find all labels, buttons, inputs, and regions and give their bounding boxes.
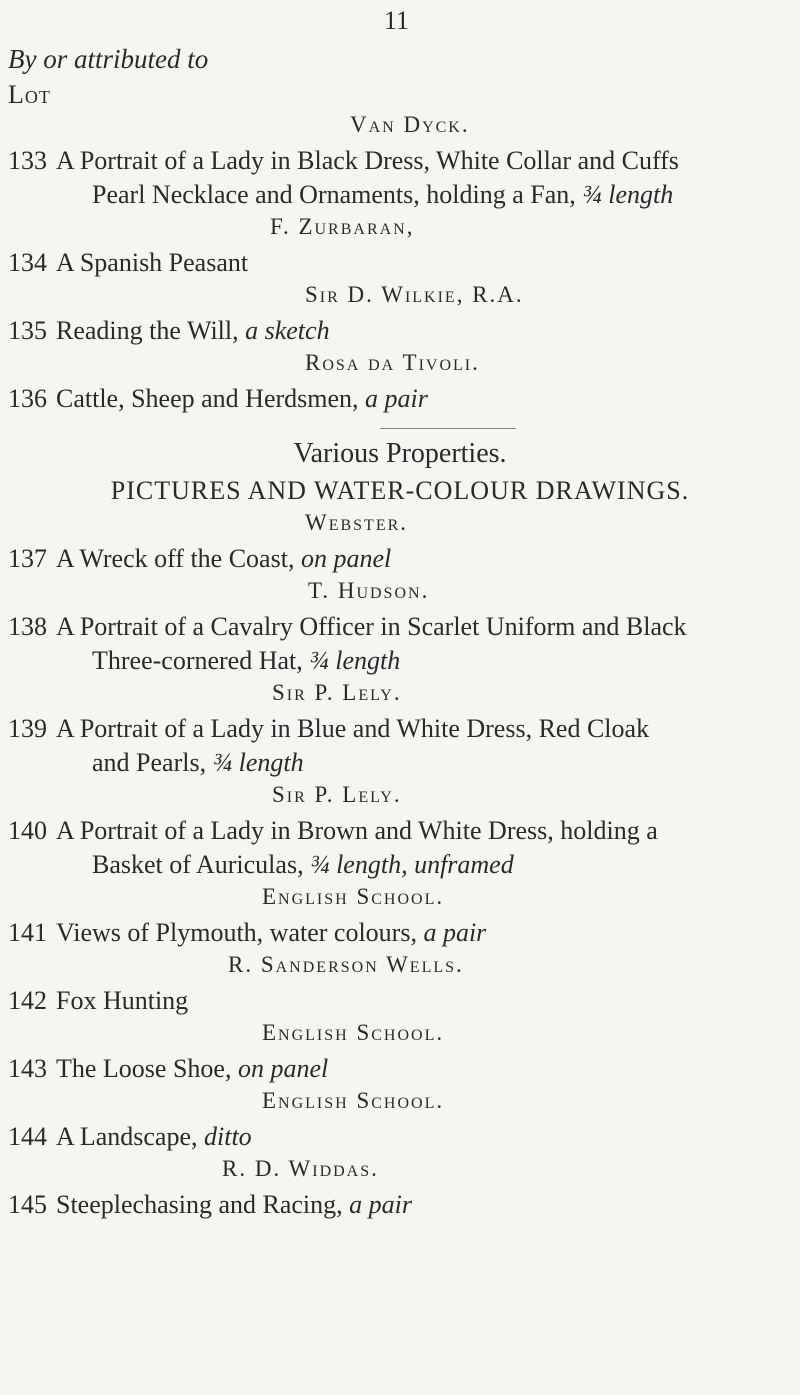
lot-title: A Spanish Peasant — [56, 248, 249, 277]
lot-number: 136 — [8, 384, 47, 413]
lot-number: 134 — [8, 248, 47, 277]
lot-title: A Portrait of a Lady in Brown and White Dress, holding a — [56, 816, 658, 845]
artist-attribution: Rosa da Tivoli. — [305, 350, 480, 375]
lot-number: 140 — [8, 816, 47, 845]
artist-attribution: R. D. Widdas. — [222, 1156, 379, 1181]
lot-number: 144 — [8, 1122, 47, 1151]
lot-column-label: Lot — [8, 80, 51, 109]
lot-number: 141 — [8, 918, 47, 947]
section-subtitle: PICTURES AND WATER-COLOUR DRAWINGS. — [110, 476, 690, 505]
lot-title-continuation: Three-cornered Hat, ¾ length — [92, 646, 401, 675]
artist-attribution: Sir P. Lely. — [272, 782, 402, 807]
lot-number: 142 — [8, 986, 47, 1015]
artist-attribution: Sir P. Lely. — [272, 680, 402, 705]
lot-title: Steeplechasing and Racing, a pair — [56, 1190, 412, 1219]
lot-title: A Wreck off the Coast, on panel — [56, 544, 392, 573]
lot-number: 133 — [8, 146, 47, 175]
lot-title: Views of Plymouth, water colours, a pair — [56, 918, 487, 947]
page-number: 11 — [384, 6, 410, 35]
lot-number: 135 — [8, 316, 47, 345]
artist-attribution: Webster. — [305, 510, 409, 535]
artist-attribution: English School. — [262, 1088, 445, 1113]
artist-attribution: Sir D. Wilkie, R.A. — [305, 282, 524, 307]
lot-title-continuation: Basket of Auriculas, ¾ length, unframed — [92, 850, 514, 879]
lot-title: A Portrait of a Lady in Blue and White Dress, Red Cloak — [56, 714, 650, 743]
lot-title: A Portrait of a Cavalry Officer in Scarlet Uniform and Black — [56, 612, 687, 641]
artist-attribution: R. Sanderson Wells. — [228, 952, 464, 977]
lot-title-continuation: Pearl Necklace and Ornaments, holding a Fan, ¾ length — [92, 180, 674, 209]
lot-title: A Portrait of a Lady in Black Dress, White Collar and Cuffs — [56, 146, 679, 175]
page-header: By or attributed to — [8, 44, 209, 74]
lot-title: The Loose Shoe, on panel — [56, 1054, 329, 1083]
artist-attribution: English School. — [262, 1020, 445, 1045]
lot-title: Fox Hunting — [56, 986, 189, 1015]
artist-attribution: Van Dyck. — [350, 112, 470, 137]
lot-title: A Landscape, ditto — [56, 1122, 252, 1151]
artist-attribution: English School. — [262, 884, 445, 909]
lot-number: 143 — [8, 1054, 47, 1083]
lot-title: Cattle, Sheep and Herdsmen, a pair — [56, 384, 428, 413]
lot-title-continuation: and Pearls, ¾ length — [92, 748, 304, 777]
lot-title: Reading the Will, a sketch — [56, 316, 330, 345]
section-title: Various Properties. — [293, 438, 507, 469]
lot-number: 139 — [8, 714, 47, 743]
lot-number: 138 — [8, 612, 47, 641]
artist-attribution: T. Hudson. — [308, 578, 430, 603]
lot-number: 145 — [8, 1190, 47, 1219]
artist-attribution: F. Zurbaran, — [270, 214, 415, 239]
section-divider — [380, 428, 516, 429]
lot-number: 137 — [8, 544, 47, 573]
